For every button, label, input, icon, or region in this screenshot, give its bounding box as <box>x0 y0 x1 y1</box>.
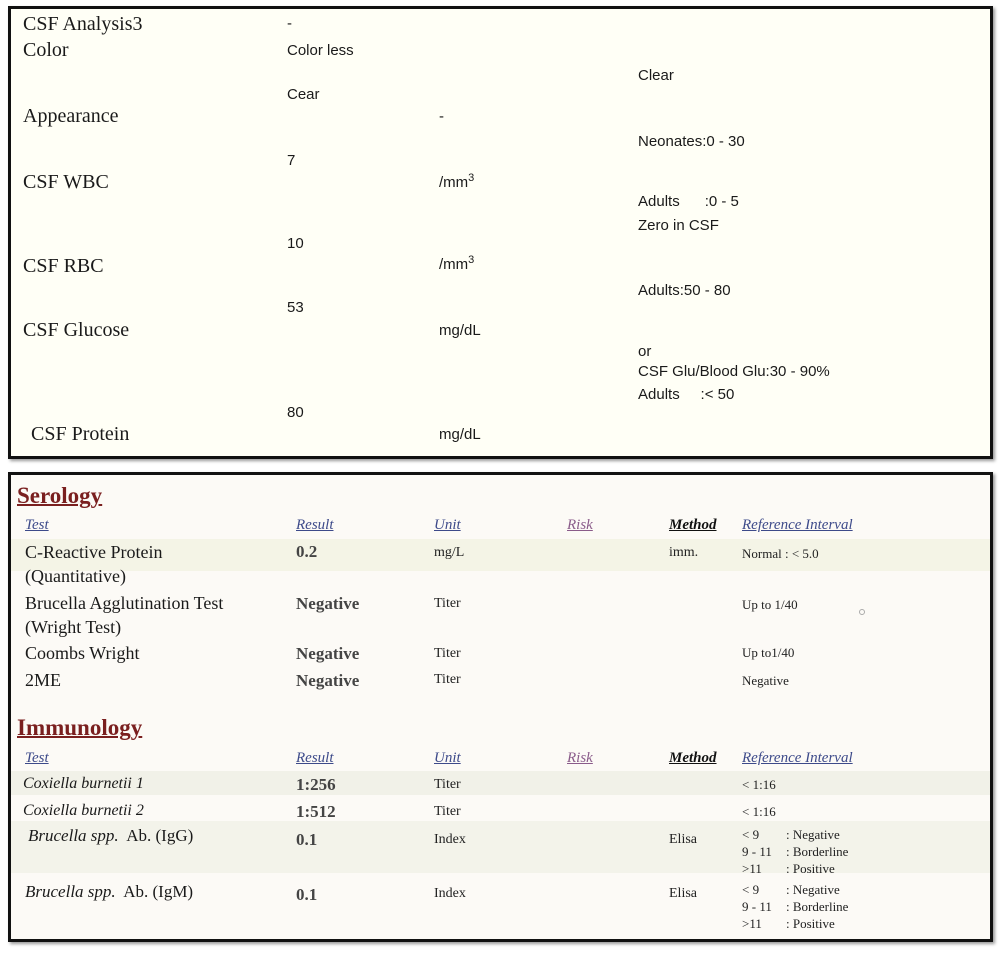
csf-ref-wbc-adults: Adults :0 - 5 <box>638 193 739 210</box>
header-test: Test <box>25 750 49 766</box>
csf-unit-appearance: - <box>439 108 444 125</box>
ref-range: 9 - 11 <box>742 899 772 914</box>
header-unit: Unit <box>434 750 461 766</box>
csf-ref-protein: Adults :< 50 <box>638 386 735 403</box>
serology-reference: Negative <box>742 673 789 688</box>
immunology-test: Coxiella burnetii 2 <box>23 802 144 819</box>
csf-ref-glucose-ratio: CSF Glu/Blood Glu:30 - 90% <box>638 363 830 380</box>
ref-label: : Positive <box>786 916 835 931</box>
immunology-result: 1:512 <box>296 802 336 821</box>
immunology-unit: Titer <box>434 777 461 792</box>
header-method: Method <box>669 517 717 533</box>
immunology-test-assay: Ab. (IgG) <box>126 826 194 845</box>
immunology-test-organism: Brucella spp. <box>28 826 119 845</box>
header-reference: Reference Interval <box>742 517 853 533</box>
csf-analysis-panel <box>8 6 993 459</box>
csf-unit-protein: mg/dL <box>439 426 481 443</box>
csf-label-appearance: Appearance <box>23 105 119 127</box>
serology-result: Negative <box>296 594 360 613</box>
scan-speck <box>859 609 865 615</box>
immunology-reference <box>742 881 848 932</box>
csf-ref-rbc: Zero in CSF <box>638 217 719 234</box>
ref-range: >11 <box>742 861 762 876</box>
serology-test: C-Reactive Protein <box>25 542 163 562</box>
header-unit: Unit <box>434 517 461 533</box>
immunology-reference <box>742 826 848 877</box>
immunology-title: Immunology <box>17 715 143 740</box>
ref-label: : Positive <box>786 861 835 876</box>
csf-label-protein: CSF Protein <box>31 423 130 445</box>
csf-unit-wbc: $/mm^3$ <box>439 172 475 191</box>
ref-range: >11 <box>742 916 762 931</box>
immunology-test-assay: Ab. (IgM) <box>123 882 194 901</box>
csf-label-glucose: CSF Glucose <box>23 319 130 341</box>
csf-ref-glucose-or: or <box>638 343 652 360</box>
immunology-result: 0.1 <box>296 830 318 849</box>
csf-unit-rbc: $/mm^3$ <box>439 254 475 273</box>
immunology-method: Elisa <box>669 886 697 901</box>
serology-unit: Titer <box>434 672 461 687</box>
csf-result-rbc: 10 <box>287 235 304 252</box>
serology-reference: Up to 1/40 <box>742 597 798 612</box>
ref-label: : Borderline <box>786 899 849 914</box>
ref-range: < 9 <box>742 882 760 897</box>
csf-label-rbc: CSF RBC <box>23 255 104 277</box>
csf-result-color: Color less <box>287 42 354 59</box>
header-reference: Reference Interval <box>742 750 853 766</box>
serology-test: Brucella Agglutination Test <box>25 593 224 613</box>
serology-unit: Titer <box>434 596 461 611</box>
serology-test-sub: (Quantitative) <box>25 566 126 586</box>
serology-method: imm. <box>669 545 699 560</box>
csf-result-wbc: 7 <box>287 152 296 169</box>
ref-label: : Negative <box>786 882 840 897</box>
ref-label: : Borderline <box>786 844 849 859</box>
csf-ref-glucose-adults: Adults:50 - 80 <box>638 282 731 299</box>
immunology-unit: Titer <box>434 804 461 819</box>
header-test: Test <box>25 517 49 533</box>
ref-range: 9 - 11 <box>742 844 772 859</box>
serology-test: Coombs Wright <box>25 643 140 663</box>
ref-range: < 9 <box>742 827 760 842</box>
csf-label-color: Color <box>23 39 69 61</box>
serology-result: Negative <box>296 644 360 663</box>
immunology-result: 0.1 <box>296 885 318 904</box>
csf-result-protein: 80 <box>287 404 304 421</box>
header-risk: Risk <box>567 517 593 533</box>
immunology-unit: Index <box>434 832 466 847</box>
serology-result: Negative <box>296 671 360 690</box>
csf-ref-appearance: Clear <box>638 67 674 84</box>
header-risk: Risk <box>567 750 593 766</box>
serology-result: 0.2 <box>296 542 318 561</box>
immunology-unit: Index <box>434 886 466 901</box>
csf-heading: CSF Analysis3 <box>23 13 143 35</box>
header-result: Result <box>296 517 334 533</box>
row-band <box>11 771 990 795</box>
immunology-test <box>28 826 193 846</box>
immunology-reference: < 1:16 <box>742 804 776 819</box>
immunology-test <box>25 882 193 902</box>
immunology-test-organism: Brucella spp. <box>25 882 116 901</box>
header-method: Method <box>669 750 717 766</box>
csf-label-wbc: CSF WBC <box>23 171 109 193</box>
immunology-reference: < 1:16 <box>742 777 776 792</box>
serology-test-sub: (Wright Test) <box>25 617 122 637</box>
serology-unit: Titer <box>434 646 461 661</box>
serology-title: Serology <box>17 483 103 508</box>
serology-unit: mg/L <box>434 545 465 560</box>
serology-immunology-panel <box>8 472 993 942</box>
ref-label: : Negative <box>786 827 840 842</box>
csf-result-glucose: 53 <box>287 299 304 316</box>
immunology-result: 1:256 <box>296 775 336 794</box>
csf-heading-value: - <box>287 15 292 32</box>
immunology-test: Coxiella burnetii 1 <box>23 775 144 792</box>
header-result: Result <box>296 750 334 766</box>
csf-result-appearance: Cear <box>287 86 320 103</box>
serology-test: 2ME <box>25 670 61 690</box>
immunology-method: Elisa <box>669 832 697 847</box>
csf-ref-wbc-neonates: Neonates:0 - 30 <box>638 133 745 150</box>
csf-unit-glucose: mg/dL <box>439 322 481 339</box>
serology-reference: Normal : < 5.0 <box>742 546 819 561</box>
serology-reference: Up to1/40 <box>742 645 795 660</box>
